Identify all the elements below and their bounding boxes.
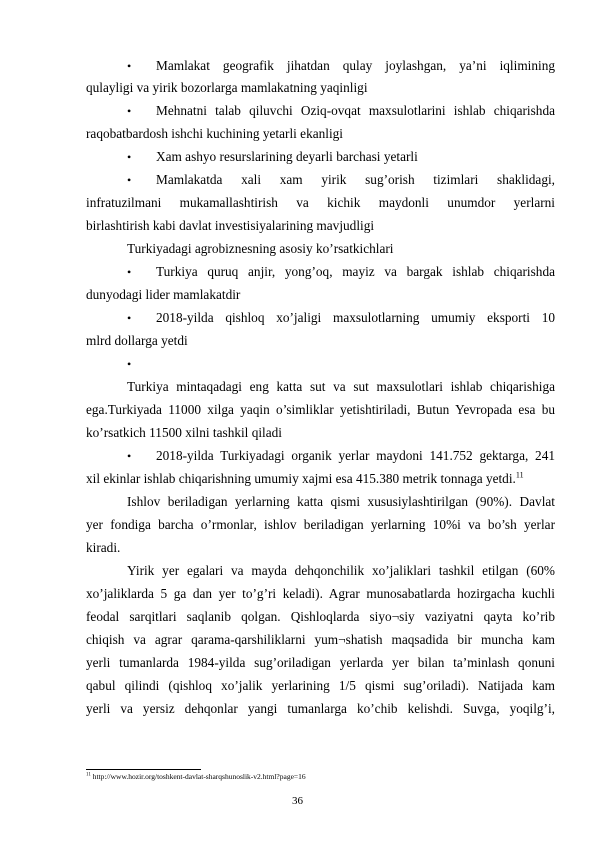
para-1-line-1: Turkiya mintaqadagi eng katta sut va sut maxsulotlari ishlab chiqarishiga [127, 379, 555, 394]
bullet-7-line-2-text: xil ekinlar ishlab chiqarishning umumiy xajmi esa 415.380 metrik tonnaga yetdi. [86, 471, 516, 486]
bullet-4-line-2: infratuzilmani mukamallashtirish va kichik maydonli unumdor yerlarni [86, 195, 555, 210]
bullet-marker: • [127, 150, 132, 164]
para-1-line-3: ko’rsatkich 11500 xilni tashkil qiladi [86, 425, 282, 440]
bullet-7-line-2 [86, 471, 524, 487]
bullet-6-line-1: 2018-yilda qishloq xo’jaligi maxsulotlarning umumiy eksporti 10 [156, 310, 555, 325]
para-3-line-3: feodal sarqitlari saqlanib qolgan. Qishloqlarda siyo¬siy vaziyatni qayta ko’rib [86, 609, 555, 624]
bullet-1-line-1: Mamlakat geografik jihatdan qulay joylashgan, ya’ni iqlimining [156, 58, 555, 73]
bullet-4-line-3: birlashtirish kabi davlat investisiyalarining mavjudligi [86, 218, 375, 233]
bullet-7-line-1: 2018-yilda Turkiyadagi organik yerlar maydoni 141.752 gektarga, 241 [156, 448, 555, 463]
section-heading: Turkiyadagi agrobiznesning asosiy ko’rsatkichlari [127, 241, 394, 256]
para-2-line-3: kiradi. [86, 540, 121, 555]
bullet-marker: • [127, 311, 132, 325]
footnote-number: 11 [86, 772, 91, 778]
para-3-line-5: yerli tumanlarda 1984-yilda sug’oriladigan yerlarda yer bilan ta’minlash qonuni [86, 655, 555, 670]
footnote-link[interactable]: http://www.hozir.org/toshkent-davlat-sharqshunoslik-v2.html?page=16 [90, 772, 306, 781]
para-2-line-2: yer fondiga barcha o’rmonlar, ishlov beriladigan yerlarning 10%i va bo’sh yerlar [86, 517, 555, 532]
bullet-2-line-1: Mehnatni talab qiluvchi Oziq-ovqat maxsulotlarini ishlab chiqarishda [156, 103, 555, 118]
para-3-line-2: xo’jaliklarda 5 ga dan yer to’g’ri keladi). Agrar munosabatlarda hozirgacha kuchli [86, 586, 555, 601]
bullet-marker: • [127, 265, 132, 279]
para-2-line-1: Ishlov beriladigan yerlarning katta qismi xususiylashtirilgan (90%). Davlat [127, 494, 555, 509]
bullet-marker: • [127, 449, 132, 463]
footnote-divider [86, 769, 201, 770]
bullet-1-line-2: qulayligi va yirik bozorlarga mamlakatning yaqinligi [86, 80, 368, 95]
bullet-4-line-1: Mamlakatda xali xam yirik sug’orish tizimlari shaklidagi, [156, 172, 555, 187]
bullet-marker-empty: • [127, 357, 132, 371]
para-3-line-6: qabul qilindi (qishloq xo’jalik yerlarining 1/5 qismi sug’oriladi). Natijada kam [86, 678, 555, 693]
bullet-marker: • [127, 173, 132, 187]
bullet-5-line-2: dunyodagi lider mamlakatdir [86, 287, 241, 302]
bullet-5-line-1: Turkiya quruq anjir, yong’oq, mayiz va bargak ishlab chiqarishda [156, 264, 555, 279]
para-3-line-4: chiqish va agrar qarama-qarshiliklarni yum¬shatish maqsadida bir muncha kam [86, 632, 555, 647]
para-1-line-2: ega.Turkiyada 11000 xilga yaqin o’simliklar yetishtiriladi, Butun Yevropada esa bu [86, 402, 555, 417]
bullet-3-line-1: Xam ashyo resurslarining deyarli barchasi yetarli [156, 149, 418, 164]
page-number: 36 [292, 795, 303, 807]
para-3-line-7: yerli va yersiz dehqonlar yangi tumanlarga ko’chib kelishdi. Suvga, yoqilg’i, [86, 701, 555, 716]
para-3-line-1: Yirik yer egalari va mayda dehqonchilik xo’jaliklari tashkil etilgan (60% [127, 563, 555, 578]
bullet-2-line-2: raqobatbardosh ishchi kuchining yetarli ekanligi [86, 126, 344, 141]
footnote-reference[interactable]: 11 [515, 470, 524, 480]
footnote [86, 772, 306, 782]
bullet-6-line-2: mlrd dollarga yetdi [86, 333, 188, 348]
bullet-marker: • [127, 59, 132, 73]
bullet-marker: • [127, 104, 132, 118]
